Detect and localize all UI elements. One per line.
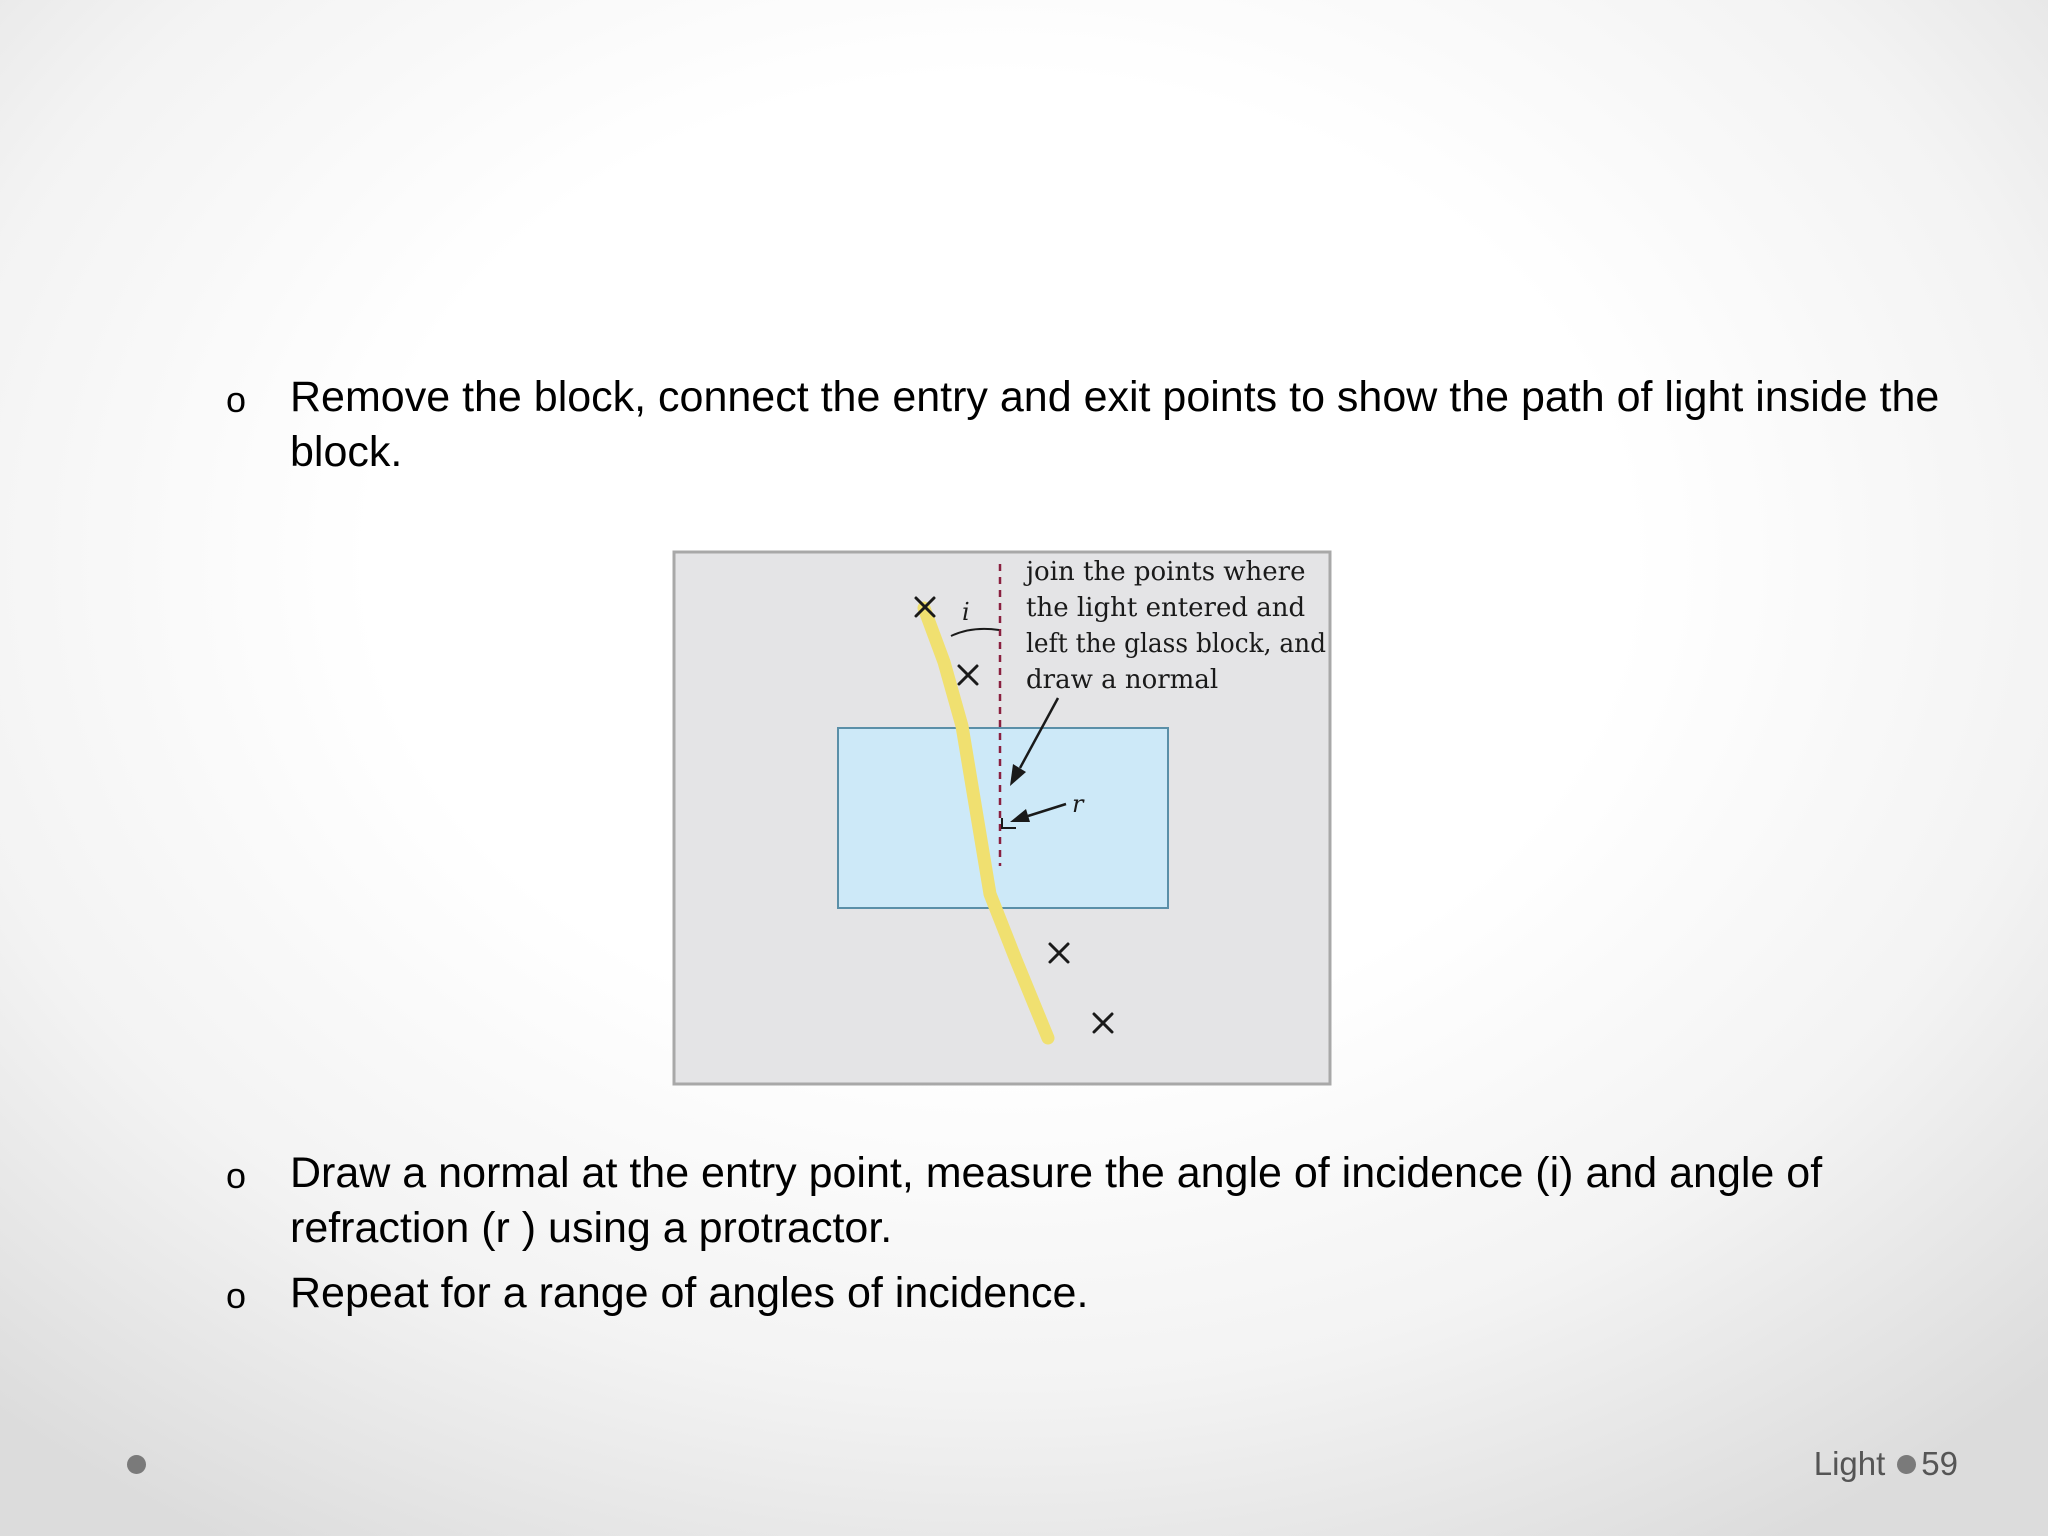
bullet-text: Repeat for a range of angles of incidence.	[290, 1269, 1089, 1317]
annotation-line: join the points where	[1026, 557, 1306, 587]
refraction-diagram	[672, 550, 1332, 1086]
refraction-label: r	[1072, 790, 1084, 818]
bullet-marker: o	[226, 379, 247, 420]
bullet-marker: o	[226, 1275, 247, 1316]
bullet-item	[222, 370, 1942, 480]
bullet-item	[222, 1266, 1942, 1321]
footer-separator-dot	[1897, 1455, 1916, 1474]
diagram-svg	[672, 550, 1332, 1086]
bullet-text: Draw a normal at the entry point, measure the angle of incidence (i) and angle of refraction (r ) using a protractor.	[290, 1149, 1823, 1252]
footer-dot	[127, 1455, 146, 1474]
annotation-line: draw a normal	[1026, 665, 1219, 695]
slide-footer	[1814, 1444, 1958, 1484]
page-number: 59	[1921, 1445, 1958, 1482]
annotation-line: left the glass block, and	[1026, 629, 1326, 659]
bullet-marker: o	[226, 1155, 247, 1196]
bullet-text: Remove the block, connect the entry and exit points to show the path of light inside the block.	[290, 373, 1940, 476]
bullet-list-top	[222, 370, 1942, 490]
annotation-line: the light entered and	[1026, 593, 1306, 623]
footer-section-title: Light	[1813, 1445, 1886, 1482]
incidence-label: i	[962, 598, 970, 626]
bullet-list-bottom	[222, 1146, 1942, 1331]
bullet-item	[222, 1146, 1942, 1256]
